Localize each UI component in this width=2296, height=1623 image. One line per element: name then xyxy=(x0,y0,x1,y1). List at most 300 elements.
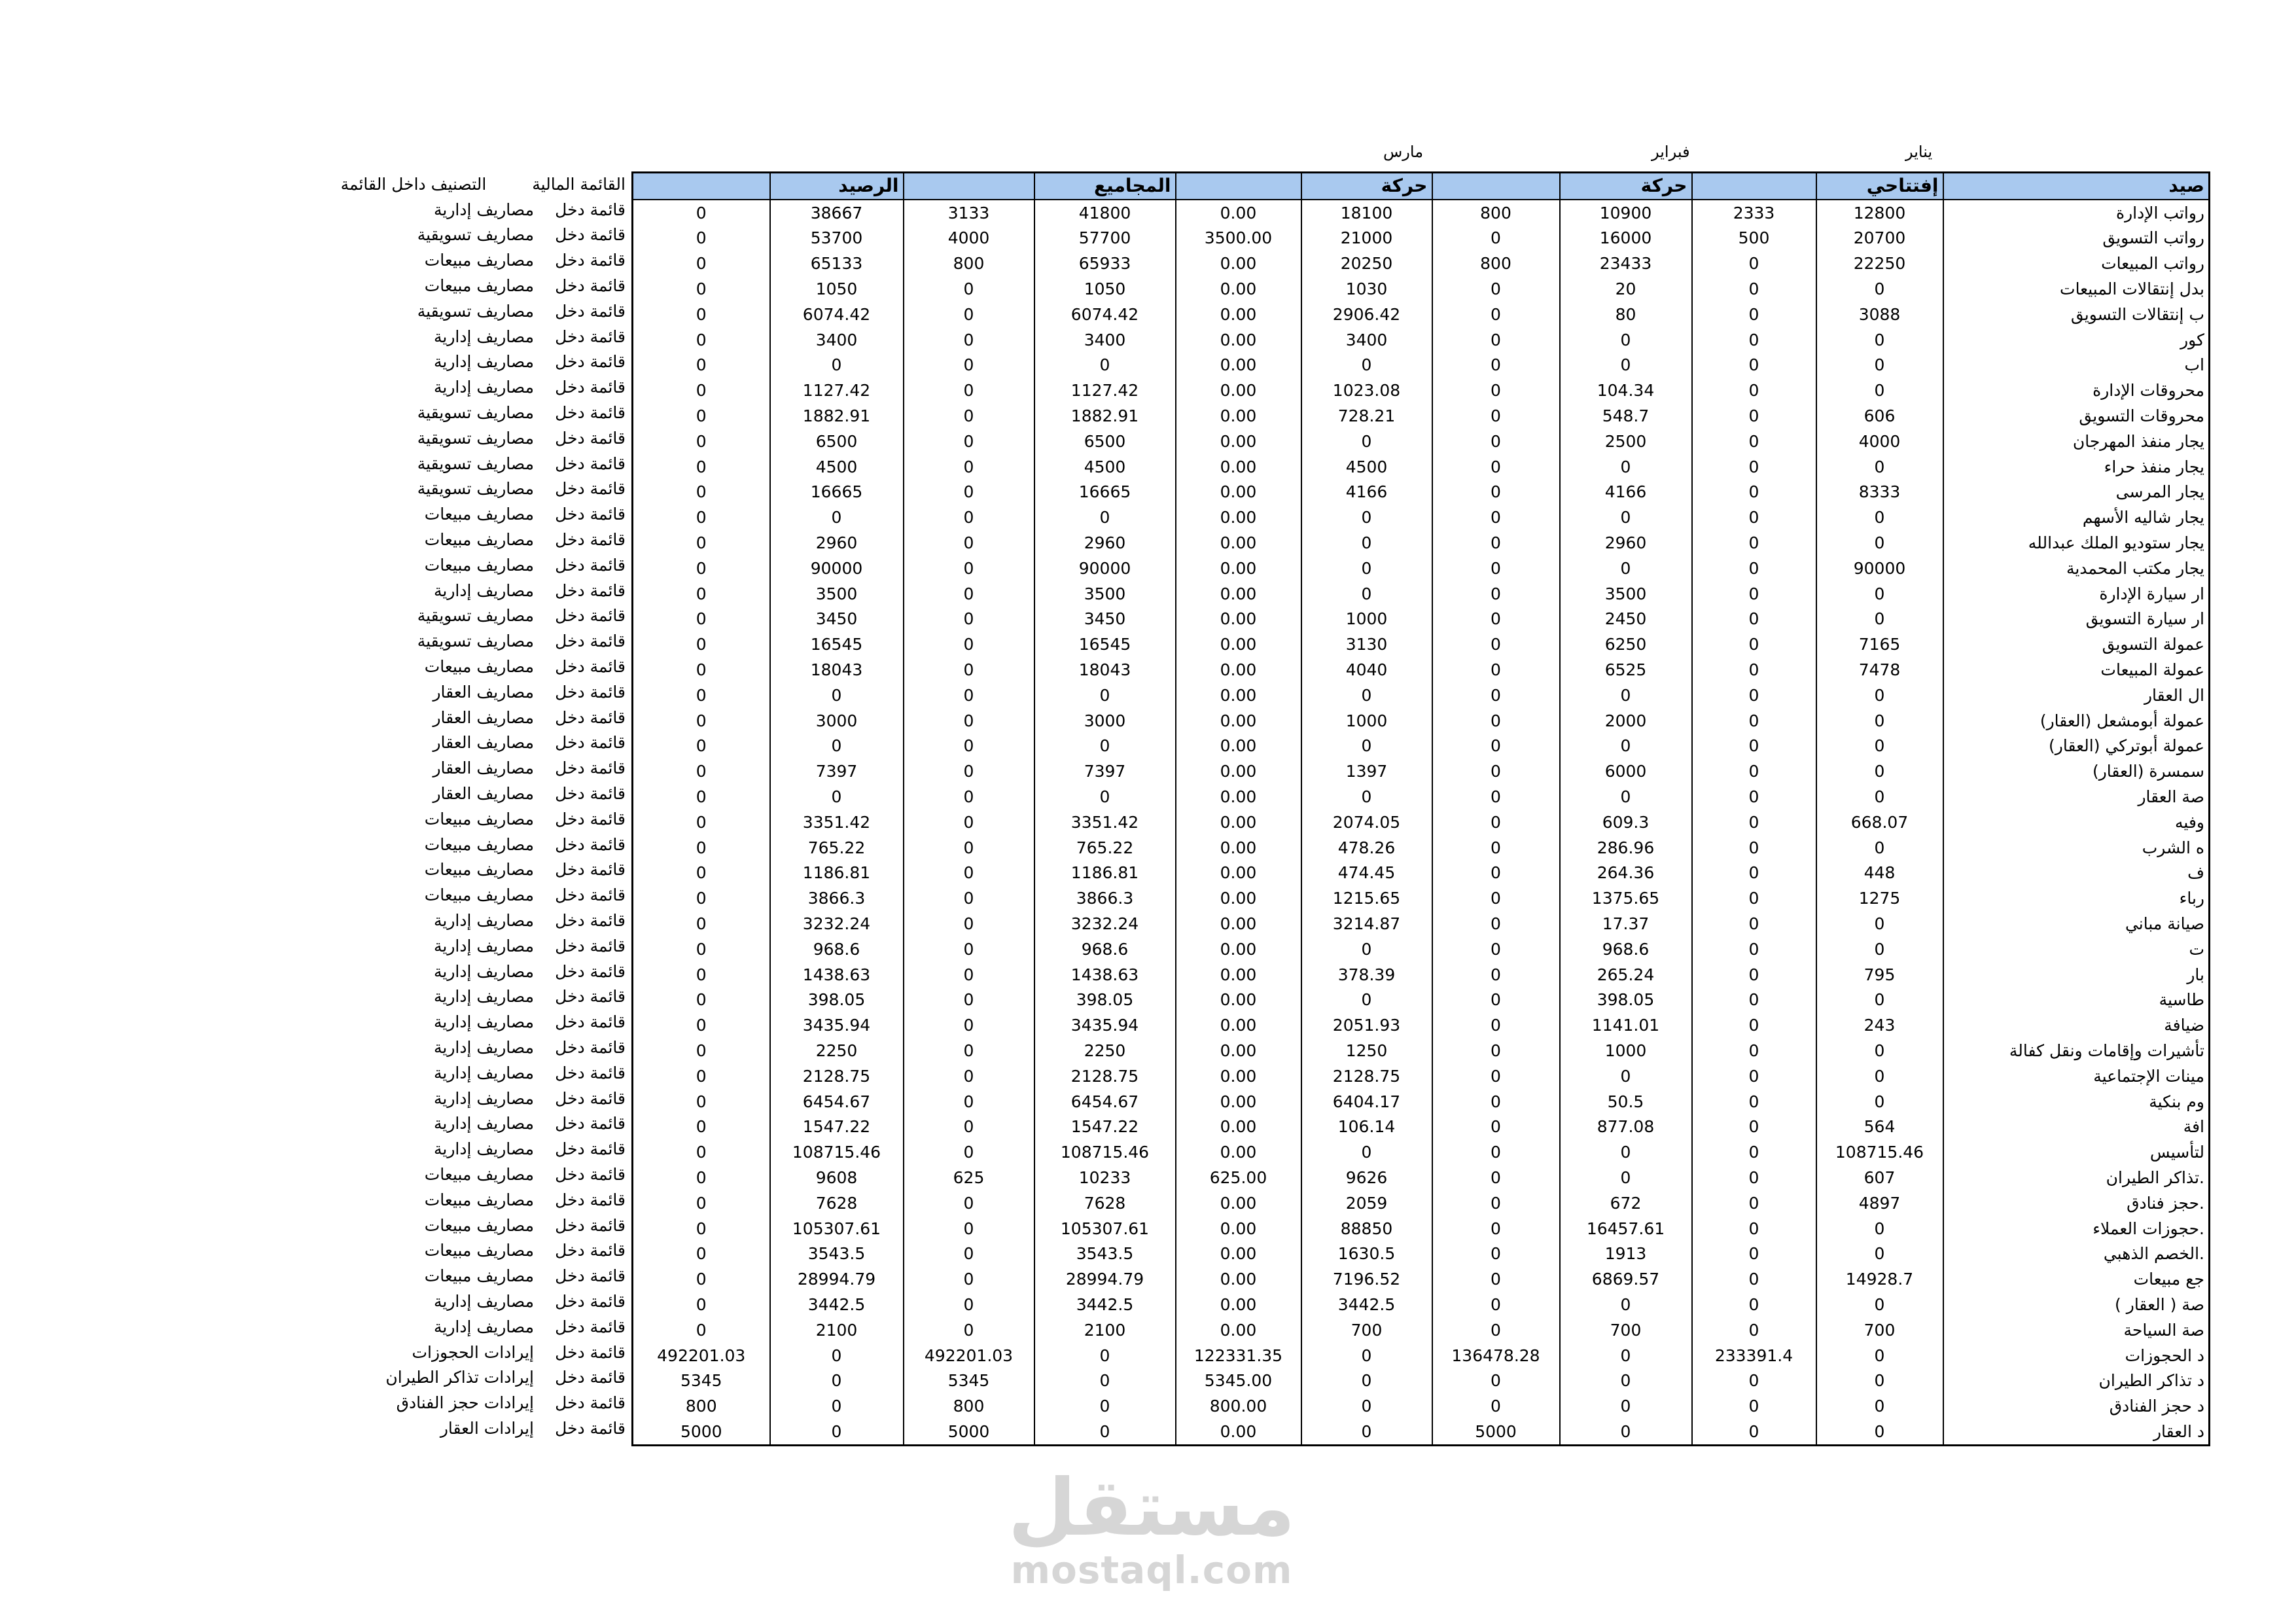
value-cell[interactable]: 5000 xyxy=(633,1419,770,1445)
value-cell[interactable]: 0 xyxy=(1432,758,1560,784)
value-cell[interactable]: 0 xyxy=(633,530,770,556)
value-cell[interactable]: 3442.5 xyxy=(1301,1292,1432,1317)
value-cell[interactable]: 0.00 xyxy=(1176,810,1301,835)
value-cell[interactable]: 0.00 xyxy=(1176,429,1301,454)
value-cell[interactable]: 0 xyxy=(904,1190,1034,1216)
value-cell[interactable]: 0 xyxy=(1692,1241,1816,1266)
value-cell[interactable]: 6500 xyxy=(770,429,904,454)
fin-statement-cell[interactable]: قائمة دخل xyxy=(555,1393,626,1413)
fin-statement-cell[interactable]: قائمة دخل xyxy=(555,657,626,677)
account-name-cell[interactable]: جع مبيعات xyxy=(1943,1266,2210,1292)
value-cell[interactable]: 0 xyxy=(1432,302,1560,327)
value-cell[interactable]: 0 xyxy=(1432,429,1560,454)
value-cell[interactable]: 108715.46 xyxy=(770,1139,904,1165)
value-cell[interactable]: 0.00 xyxy=(1176,911,1301,936)
value-cell[interactable]: 1023.08 xyxy=(1301,378,1432,403)
value-cell[interactable]: 4000 xyxy=(904,226,1034,251)
value-cell[interactable]: 672 xyxy=(1560,1190,1692,1216)
fin-statement-cell[interactable]: قائمة دخل xyxy=(555,860,626,880)
value-cell[interactable]: 3500 xyxy=(1034,581,1176,607)
value-cell[interactable]: 0 xyxy=(1692,911,1816,936)
value-cell[interactable]: 0 xyxy=(1432,911,1560,936)
value-cell[interactable]: 0 xyxy=(1692,1368,1816,1393)
value-cell[interactable]: 0 xyxy=(1692,403,1816,429)
value-cell[interactable]: 88850 xyxy=(1301,1216,1432,1241)
value-cell[interactable]: 10900 xyxy=(1560,200,1692,226)
value-cell[interactable]: 1050 xyxy=(770,276,904,302)
value-cell[interactable]: 12800 xyxy=(1816,200,1943,226)
value-cell[interactable]: 0 xyxy=(633,708,770,734)
classification-cell[interactable]: مصاريف مبيعات xyxy=(424,1215,534,1235)
value-cell[interactable]: 0 xyxy=(1560,1139,1692,1165)
value-cell[interactable]: 2059 xyxy=(1301,1190,1432,1216)
value-cell[interactable]: 0 xyxy=(904,810,1034,835)
value-cell[interactable]: 3232.24 xyxy=(770,911,904,936)
value-cell[interactable]: 0 xyxy=(1816,683,1943,708)
fin-statement-cell[interactable]: قائمة دخل xyxy=(555,327,626,346)
value-cell[interactable]: 3214.87 xyxy=(1301,911,1432,936)
value-cell[interactable]: 0 xyxy=(1432,1393,1560,1419)
value-cell[interactable]: 3400 xyxy=(770,327,904,353)
value-cell[interactable]: 0 xyxy=(1692,1012,1816,1038)
classification-cell[interactable]: مصاريف العقار xyxy=(433,707,534,727)
account-name-cell[interactable]: ال العقار xyxy=(1943,683,2210,708)
value-cell[interactable]: 0 xyxy=(1301,1419,1432,1445)
value-cell[interactable]: 1882.91 xyxy=(1034,403,1176,429)
value-cell[interactable]: 136478.28 xyxy=(1432,1343,1560,1368)
account-name-cell[interactable]: لتأسيس xyxy=(1943,1139,2210,1165)
value-cell[interactable]: 0 xyxy=(633,835,770,861)
value-cell[interactable]: 6000 xyxy=(1560,758,1692,784)
value-cell[interactable]: 0 xyxy=(904,1241,1034,1266)
value-cell[interactable]: 0 xyxy=(770,1419,904,1445)
value-cell[interactable]: 233391.4 xyxy=(1692,1343,1816,1368)
value-cell[interactable]: 2100 xyxy=(770,1317,904,1343)
value-cell[interactable]: 0 xyxy=(1432,607,1560,632)
classification-cell[interactable]: مصاريف مبيعات xyxy=(424,1241,534,1260)
value-cell[interactable]: 1438.63 xyxy=(770,962,904,988)
value-cell[interactable]: 2960 xyxy=(1560,530,1692,556)
value-cell[interactable]: 0 xyxy=(904,607,1034,632)
value-cell[interactable]: 0 xyxy=(633,327,770,353)
value-cell[interactable]: 0 xyxy=(1560,1419,1692,1445)
value-cell[interactable]: 7196.52 xyxy=(1301,1266,1432,1292)
value-cell[interactable]: 0 xyxy=(1432,1292,1560,1317)
value-cell[interactable]: 3130 xyxy=(1301,632,1432,657)
value-cell[interactable]: 0 xyxy=(904,1266,1034,1292)
value-cell[interactable]: 0 xyxy=(1692,1216,1816,1241)
classification-cell[interactable]: مصاريف تسويقية xyxy=(417,225,534,245)
value-cell[interactable]: 28994.79 xyxy=(1034,1266,1176,1292)
value-cell[interactable]: 0 xyxy=(1692,683,1816,708)
fin-statement-cell[interactable]: قائمة دخل xyxy=(555,555,626,575)
value-cell[interactable]: 0 xyxy=(904,556,1034,581)
value-cell[interactable]: 0 xyxy=(633,1139,770,1165)
value-cell[interactable]: 3543.5 xyxy=(1034,1241,1176,1266)
account-name-cell[interactable]: يجار منفذ المهرجان xyxy=(1943,429,2210,454)
value-cell[interactable]: 3435.94 xyxy=(1034,1012,1176,1038)
value-cell[interactable]: 3435.94 xyxy=(770,1012,904,1038)
value-cell[interactable]: 0 xyxy=(633,936,770,962)
value-cell[interactable]: 0 xyxy=(1816,327,1943,353)
value-cell[interactable]: 0 xyxy=(904,1317,1034,1343)
value-cell[interactable]: 0.00 xyxy=(1176,962,1301,988)
value-cell[interactable]: 0 xyxy=(904,530,1034,556)
value-cell[interactable]: 3500 xyxy=(770,581,904,607)
value-cell[interactable]: 0 xyxy=(1301,1343,1432,1368)
value-cell[interactable]: 0 xyxy=(633,505,770,530)
account-name-cell[interactable]: د العقار xyxy=(1943,1419,2210,1445)
value-cell[interactable]: 0 xyxy=(1432,1139,1560,1165)
value-cell[interactable]: 1186.81 xyxy=(770,861,904,886)
value-cell[interactable]: 5345 xyxy=(633,1368,770,1393)
value-cell[interactable]: 0 xyxy=(633,480,770,505)
value-cell[interactable]: 50.5 xyxy=(1560,1089,1692,1115)
value-cell[interactable]: 0 xyxy=(1034,784,1176,810)
value-cell[interactable]: 0 xyxy=(1816,936,1943,962)
classification-cell[interactable]: مصاريف تسويقية xyxy=(417,606,534,626)
value-cell[interactable]: 0 xyxy=(1432,378,1560,403)
value-cell[interactable]: 1050 xyxy=(1034,276,1176,302)
classification-cell[interactable]: مصاريف إدارية xyxy=(433,1012,534,1032)
value-cell[interactable]: 0.00 xyxy=(1176,1216,1301,1241)
classification-cell[interactable]: مصاريف العقار xyxy=(433,784,534,804)
value-cell[interactable]: 0 xyxy=(1432,505,1560,530)
value-cell[interactable]: 0 xyxy=(1692,1063,1816,1089)
value-cell[interactable]: 0 xyxy=(633,1292,770,1317)
value-cell[interactable]: 0 xyxy=(1432,1165,1560,1190)
value-cell[interactable]: 0.00 xyxy=(1176,327,1301,353)
classification-cell[interactable]: مصاريف العقار xyxy=(433,733,534,753)
value-cell[interactable]: 728.21 xyxy=(1301,403,1432,429)
value-cell[interactable]: 0 xyxy=(904,885,1034,911)
value-cell[interactable]: 0 xyxy=(1301,1139,1432,1165)
value-cell[interactable]: 4897 xyxy=(1816,1190,1943,1216)
value-cell[interactable]: 0.00 xyxy=(1176,988,1301,1013)
value-cell[interactable]: 0 xyxy=(1816,530,1943,556)
value-cell[interactable]: 9626 xyxy=(1301,1165,1432,1190)
value-cell[interactable]: 0 xyxy=(1432,353,1560,378)
value-cell[interactable]: 0 xyxy=(1692,885,1816,911)
value-cell[interactable]: 0 xyxy=(1432,708,1560,734)
value-cell[interactable]: 668.07 xyxy=(1816,810,1943,835)
classification-cell[interactable]: مصاريف تسويقية xyxy=(417,301,534,321)
fin-statement-cell[interactable]: قائمة دخل xyxy=(555,961,626,981)
value-cell[interactable]: 0 xyxy=(1816,607,1943,632)
value-cell[interactable]: 607 xyxy=(1816,1165,1943,1190)
value-cell[interactable]: 41800 xyxy=(1034,200,1176,226)
value-cell[interactable]: 0 xyxy=(633,1038,770,1063)
value-cell[interactable]: 286.96 xyxy=(1560,835,1692,861)
value-cell[interactable]: 0 xyxy=(1692,607,1816,632)
value-cell[interactable]: 7397 xyxy=(1034,758,1176,784)
value-cell[interactable]: 2960 xyxy=(770,530,904,556)
account-name-cell[interactable]: رواتب المبيعات xyxy=(1943,251,2210,276)
value-cell[interactable]: 0.00 xyxy=(1176,378,1301,403)
value-cell[interactable]: 4166 xyxy=(1301,480,1432,505)
fin-statement-cell[interactable]: قائمة دخل xyxy=(555,1317,626,1336)
value-cell[interactable]: 0 xyxy=(1692,505,1816,530)
value-cell[interactable]: 0 xyxy=(904,1038,1034,1063)
value-cell[interactable]: 0 xyxy=(633,911,770,936)
value-cell[interactable]: 16665 xyxy=(770,480,904,505)
value-cell[interactable]: 0 xyxy=(1301,784,1432,810)
value-cell[interactable]: 0 xyxy=(1301,936,1432,962)
value-cell[interactable]: 0 xyxy=(1692,1114,1816,1139)
value-cell[interactable]: 0 xyxy=(1432,1190,1560,1216)
value-cell[interactable]: 0 xyxy=(1692,835,1816,861)
value-cell[interactable]: 0 xyxy=(1432,226,1560,251)
fin-statement-cell[interactable]: قائمة دخل xyxy=(555,911,626,930)
value-cell[interactable]: 18043 xyxy=(1034,657,1176,683)
classification-cell[interactable]: مصاريف مبيعات xyxy=(424,505,534,524)
value-cell[interactable]: 0 xyxy=(1692,581,1816,607)
value-cell[interactable]: 0 xyxy=(1432,1114,1560,1139)
value-cell[interactable]: 0 xyxy=(770,734,904,759)
fin-statement-cell[interactable]: قائمة دخل xyxy=(555,1368,626,1387)
value-cell[interactable]: 398.05 xyxy=(1034,988,1176,1013)
value-cell[interactable]: 800 xyxy=(904,251,1034,276)
value-cell[interactable]: 0 xyxy=(1432,1089,1560,1115)
value-cell[interactable]: 3450 xyxy=(770,607,904,632)
classification-cell[interactable]: مصاريف إدارية xyxy=(433,911,534,930)
value-cell[interactable]: 0 xyxy=(1034,353,1176,378)
classification-cell[interactable]: مصاريف إدارية xyxy=(433,1317,534,1336)
value-cell[interactable]: 0 xyxy=(1692,429,1816,454)
value-cell[interactable]: 0 xyxy=(1692,1317,1816,1343)
value-cell[interactable]: 0 xyxy=(1816,1343,1943,1368)
value-cell[interactable]: 0 xyxy=(904,911,1034,936)
value-cell[interactable]: 0 xyxy=(1560,556,1692,581)
value-cell[interactable]: 18043 xyxy=(770,657,904,683)
value-cell[interactable]: 90000 xyxy=(1816,556,1943,581)
value-cell[interactable]: 0 xyxy=(633,632,770,657)
value-cell[interactable]: 0 xyxy=(633,1266,770,1292)
account-name-cell[interactable]: عمولة المبيعات xyxy=(1943,657,2210,683)
value-cell[interactable]: 7165 xyxy=(1816,632,1943,657)
value-cell[interactable]: 7628 xyxy=(770,1190,904,1216)
value-cell[interactable]: 65133 xyxy=(770,251,904,276)
value-cell[interactable]: 800.00 xyxy=(1176,1393,1301,1419)
value-cell[interactable]: 0.00 xyxy=(1176,1241,1301,1266)
value-cell[interactable]: 0 xyxy=(1432,1038,1560,1063)
value-cell[interactable]: 6404.17 xyxy=(1301,1089,1432,1115)
value-cell[interactable]: 0 xyxy=(770,505,904,530)
classification-cell[interactable]: مصاريف مبيعات xyxy=(424,834,534,854)
classification-cell[interactable]: مصاريف مبيعات xyxy=(424,860,534,880)
value-cell[interactable]: 80 xyxy=(1560,302,1692,327)
value-cell[interactable]: 0 xyxy=(1816,378,1943,403)
value-cell[interactable]: 23433 xyxy=(1560,251,1692,276)
value-cell[interactable]: 800 xyxy=(904,1393,1034,1419)
value-cell[interactable]: 564 xyxy=(1816,1114,1943,1139)
classification-cell[interactable]: مصاريف مبيعات xyxy=(424,1190,534,1209)
value-cell[interactable]: 1438.63 xyxy=(1034,962,1176,988)
value-cell[interactable]: 0 xyxy=(1034,1419,1176,1445)
value-cell[interactable]: 0 xyxy=(770,784,904,810)
value-cell[interactable]: 800 xyxy=(1432,200,1560,226)
value-cell[interactable]: 105307.61 xyxy=(770,1216,904,1241)
value-cell[interactable]: 0 xyxy=(633,784,770,810)
classification-cell[interactable]: مصاريف تسويقية xyxy=(417,403,534,423)
value-cell[interactable]: 0 xyxy=(1432,885,1560,911)
account-name-cell[interactable]: صة السياحة xyxy=(1943,1317,2210,1343)
value-cell[interactable]: 2450 xyxy=(1560,607,1692,632)
account-name-cell[interactable]: د حجز الفنادق xyxy=(1943,1393,2210,1419)
account-name-cell[interactable]: عمولة التسويق xyxy=(1943,632,2210,657)
value-cell[interactable]: 16545 xyxy=(770,632,904,657)
value-cell[interactable]: 0 xyxy=(633,200,770,226)
value-cell[interactable]: 6500 xyxy=(1034,429,1176,454)
value-cell[interactable]: 0 xyxy=(1816,1063,1943,1089)
fin-statement-cell[interactable]: قائمة دخل xyxy=(555,403,626,423)
value-cell[interactable]: 0.00 xyxy=(1176,1266,1301,1292)
classification-cell[interactable]: مصاريف تسويقية xyxy=(417,454,534,473)
value-cell[interactable]: 4000 xyxy=(1816,429,1943,454)
value-cell[interactable]: 4500 xyxy=(770,454,904,480)
value-cell[interactable]: 0 xyxy=(1301,505,1432,530)
account-name-cell[interactable]: كور xyxy=(1943,327,2210,353)
value-cell[interactable]: 4500 xyxy=(1034,454,1176,480)
value-cell[interactable]: 0 xyxy=(1301,683,1432,708)
value-cell[interactable]: 3442.5 xyxy=(770,1292,904,1317)
value-cell[interactable]: 0 xyxy=(1301,530,1432,556)
value-cell[interactable]: 0.00 xyxy=(1176,505,1301,530)
value-cell[interactable]: 6074.42 xyxy=(1034,302,1176,327)
value-cell[interactable]: 1030 xyxy=(1301,276,1432,302)
value-cell[interactable]: 2906.42 xyxy=(1301,302,1432,327)
value-cell[interactable]: 800 xyxy=(633,1393,770,1419)
account-name-cell[interactable]: رباء xyxy=(1943,885,2210,911)
value-cell[interactable]: 1275 xyxy=(1816,885,1943,911)
value-cell[interactable]: 3500 xyxy=(1560,581,1692,607)
value-cell[interactable]: 0 xyxy=(633,885,770,911)
value-cell[interactable]: 0 xyxy=(1560,683,1692,708)
value-cell[interactable]: 106.14 xyxy=(1301,1114,1432,1139)
value-cell[interactable]: 3400 xyxy=(1301,327,1432,353)
value-cell[interactable]: 0 xyxy=(1560,1165,1692,1190)
value-cell[interactable]: 6454.67 xyxy=(1034,1089,1176,1115)
value-cell[interactable]: 0 xyxy=(1432,556,1560,581)
fin-statement-cell[interactable]: قائمة دخل xyxy=(555,1418,626,1438)
value-cell[interactable]: 0.00 xyxy=(1176,1063,1301,1089)
value-cell[interactable]: 0 xyxy=(633,1063,770,1089)
account-name-cell[interactable]: بدل إنتقالات المبيعات xyxy=(1943,276,2210,302)
value-cell[interactable]: 0 xyxy=(1301,1393,1432,1419)
value-cell[interactable]: 6869.57 xyxy=(1560,1266,1692,1292)
fin-statement-cell[interactable]: قائمة دخل xyxy=(555,987,626,1007)
value-cell[interactable]: 700 xyxy=(1560,1317,1692,1343)
classification-cell[interactable]: مصاريف تسويقية xyxy=(417,428,534,448)
fin-statement-cell[interactable]: قائمة دخل xyxy=(555,1215,626,1235)
value-cell[interactable]: 398.05 xyxy=(770,988,904,1013)
value-cell[interactable]: 0 xyxy=(904,1089,1034,1115)
value-cell[interactable]: 0 xyxy=(633,1190,770,1216)
account-name-cell[interactable]: يجار المرسى xyxy=(1943,480,2210,505)
classification-cell[interactable]: مصاريف إدارية xyxy=(433,378,534,397)
value-cell[interactable]: 0 xyxy=(904,276,1034,302)
value-cell[interactable]: 0 xyxy=(1432,327,1560,353)
value-cell[interactable]: 0 xyxy=(1301,581,1432,607)
value-cell[interactable]: 0 xyxy=(1816,758,1943,784)
fin-statement-cell[interactable]: قائمة دخل xyxy=(555,1088,626,1108)
value-cell[interactable]: 0 xyxy=(1432,276,1560,302)
fin-statement-cell[interactable]: قائمة دخل xyxy=(555,1037,626,1057)
value-cell[interactable]: 765.22 xyxy=(1034,835,1176,861)
fin-statement-cell[interactable]: قائمة دخل xyxy=(555,505,626,524)
value-cell[interactable]: 0.00 xyxy=(1176,1089,1301,1115)
value-cell[interactable]: 765.22 xyxy=(770,835,904,861)
value-cell[interactable]: 0.00 xyxy=(1176,1012,1301,1038)
value-cell[interactable]: 968.6 xyxy=(770,936,904,962)
value-cell[interactable]: 3351.42 xyxy=(770,810,904,835)
value-cell[interactable]: 0.00 xyxy=(1176,530,1301,556)
value-cell[interactable]: 17.37 xyxy=(1560,911,1692,936)
value-cell[interactable]: 3351.42 xyxy=(1034,810,1176,835)
account-name-cell[interactable]: افة xyxy=(1943,1114,2210,1139)
value-cell[interactable]: 1913 xyxy=(1560,1241,1692,1266)
value-cell[interactable]: 0 xyxy=(633,378,770,403)
value-cell[interactable]: 5345.00 xyxy=(1176,1368,1301,1393)
fin-statement-cell[interactable]: قائمة دخل xyxy=(555,352,626,372)
value-cell[interactable]: 0 xyxy=(1432,1012,1560,1038)
value-cell[interactable]: 0.00 xyxy=(1176,1038,1301,1063)
value-cell[interactable]: 0 xyxy=(904,861,1034,886)
value-cell[interactable]: 0.00 xyxy=(1176,1114,1301,1139)
value-cell[interactable]: 0.00 xyxy=(1176,556,1301,581)
value-cell[interactable]: 0.00 xyxy=(1176,1139,1301,1165)
value-cell[interactable]: 21000 xyxy=(1301,226,1432,251)
value-cell[interactable]: 0 xyxy=(770,1343,904,1368)
fin-statement-cell[interactable]: قائمة دخل xyxy=(555,580,626,600)
fin-statement-cell[interactable]: قائمة دخل xyxy=(555,479,626,499)
classification-cell[interactable]: مصاريف العقار xyxy=(433,758,534,778)
value-cell[interactable]: 0 xyxy=(1432,632,1560,657)
value-cell[interactable]: 0 xyxy=(1692,276,1816,302)
value-cell[interactable]: 0.00 xyxy=(1176,480,1301,505)
fin-statement-cell[interactable]: قائمة دخل xyxy=(555,606,626,626)
value-cell[interactable]: 243 xyxy=(1816,1012,1943,1038)
value-cell[interactable]: 0 xyxy=(1432,1317,1560,1343)
value-cell[interactable]: 0 xyxy=(1301,556,1432,581)
value-cell[interactable]: 0 xyxy=(1692,378,1816,403)
classification-cell[interactable]: مصاريف إدارية xyxy=(433,1291,534,1311)
value-cell[interactable]: 0 xyxy=(1816,353,1943,378)
value-cell[interactable]: 0 xyxy=(1692,530,1816,556)
value-cell[interactable]: 1000 xyxy=(1560,1038,1692,1063)
account-name-cell[interactable]: تأشيرات وإقامات ونقل كفالة xyxy=(1943,1038,2210,1063)
value-cell[interactable]: 0 xyxy=(1692,353,1816,378)
value-cell[interactable]: 0 xyxy=(633,1216,770,1241)
value-cell[interactable]: 492201.03 xyxy=(633,1343,770,1368)
value-cell[interactable]: 0 xyxy=(1432,581,1560,607)
value-cell[interactable]: 0.00 xyxy=(1176,1419,1301,1445)
account-name-cell[interactable]: رواتب الإدارة xyxy=(1943,200,2210,226)
value-cell[interactable]: 2074.05 xyxy=(1301,810,1432,835)
value-cell[interactable]: 0 xyxy=(904,302,1034,327)
value-cell[interactable]: 2128.75 xyxy=(1301,1063,1432,1089)
account-name-cell[interactable]: مينات الإجتماعية xyxy=(1943,1063,2210,1089)
value-cell[interactable]: 3000 xyxy=(770,708,904,734)
value-cell[interactable]: 0 xyxy=(904,1292,1034,1317)
classification-cell[interactable]: مصاريف إدارية xyxy=(433,200,534,219)
value-cell[interactable]: 0 xyxy=(633,988,770,1013)
value-cell[interactable]: 800 xyxy=(1432,251,1560,276)
value-cell[interactable]: 0 xyxy=(633,251,770,276)
value-cell[interactable]: 105307.61 xyxy=(1034,1216,1176,1241)
value-cell[interactable]: 0 xyxy=(1560,353,1692,378)
value-cell[interactable]: 1186.81 xyxy=(1034,861,1176,886)
